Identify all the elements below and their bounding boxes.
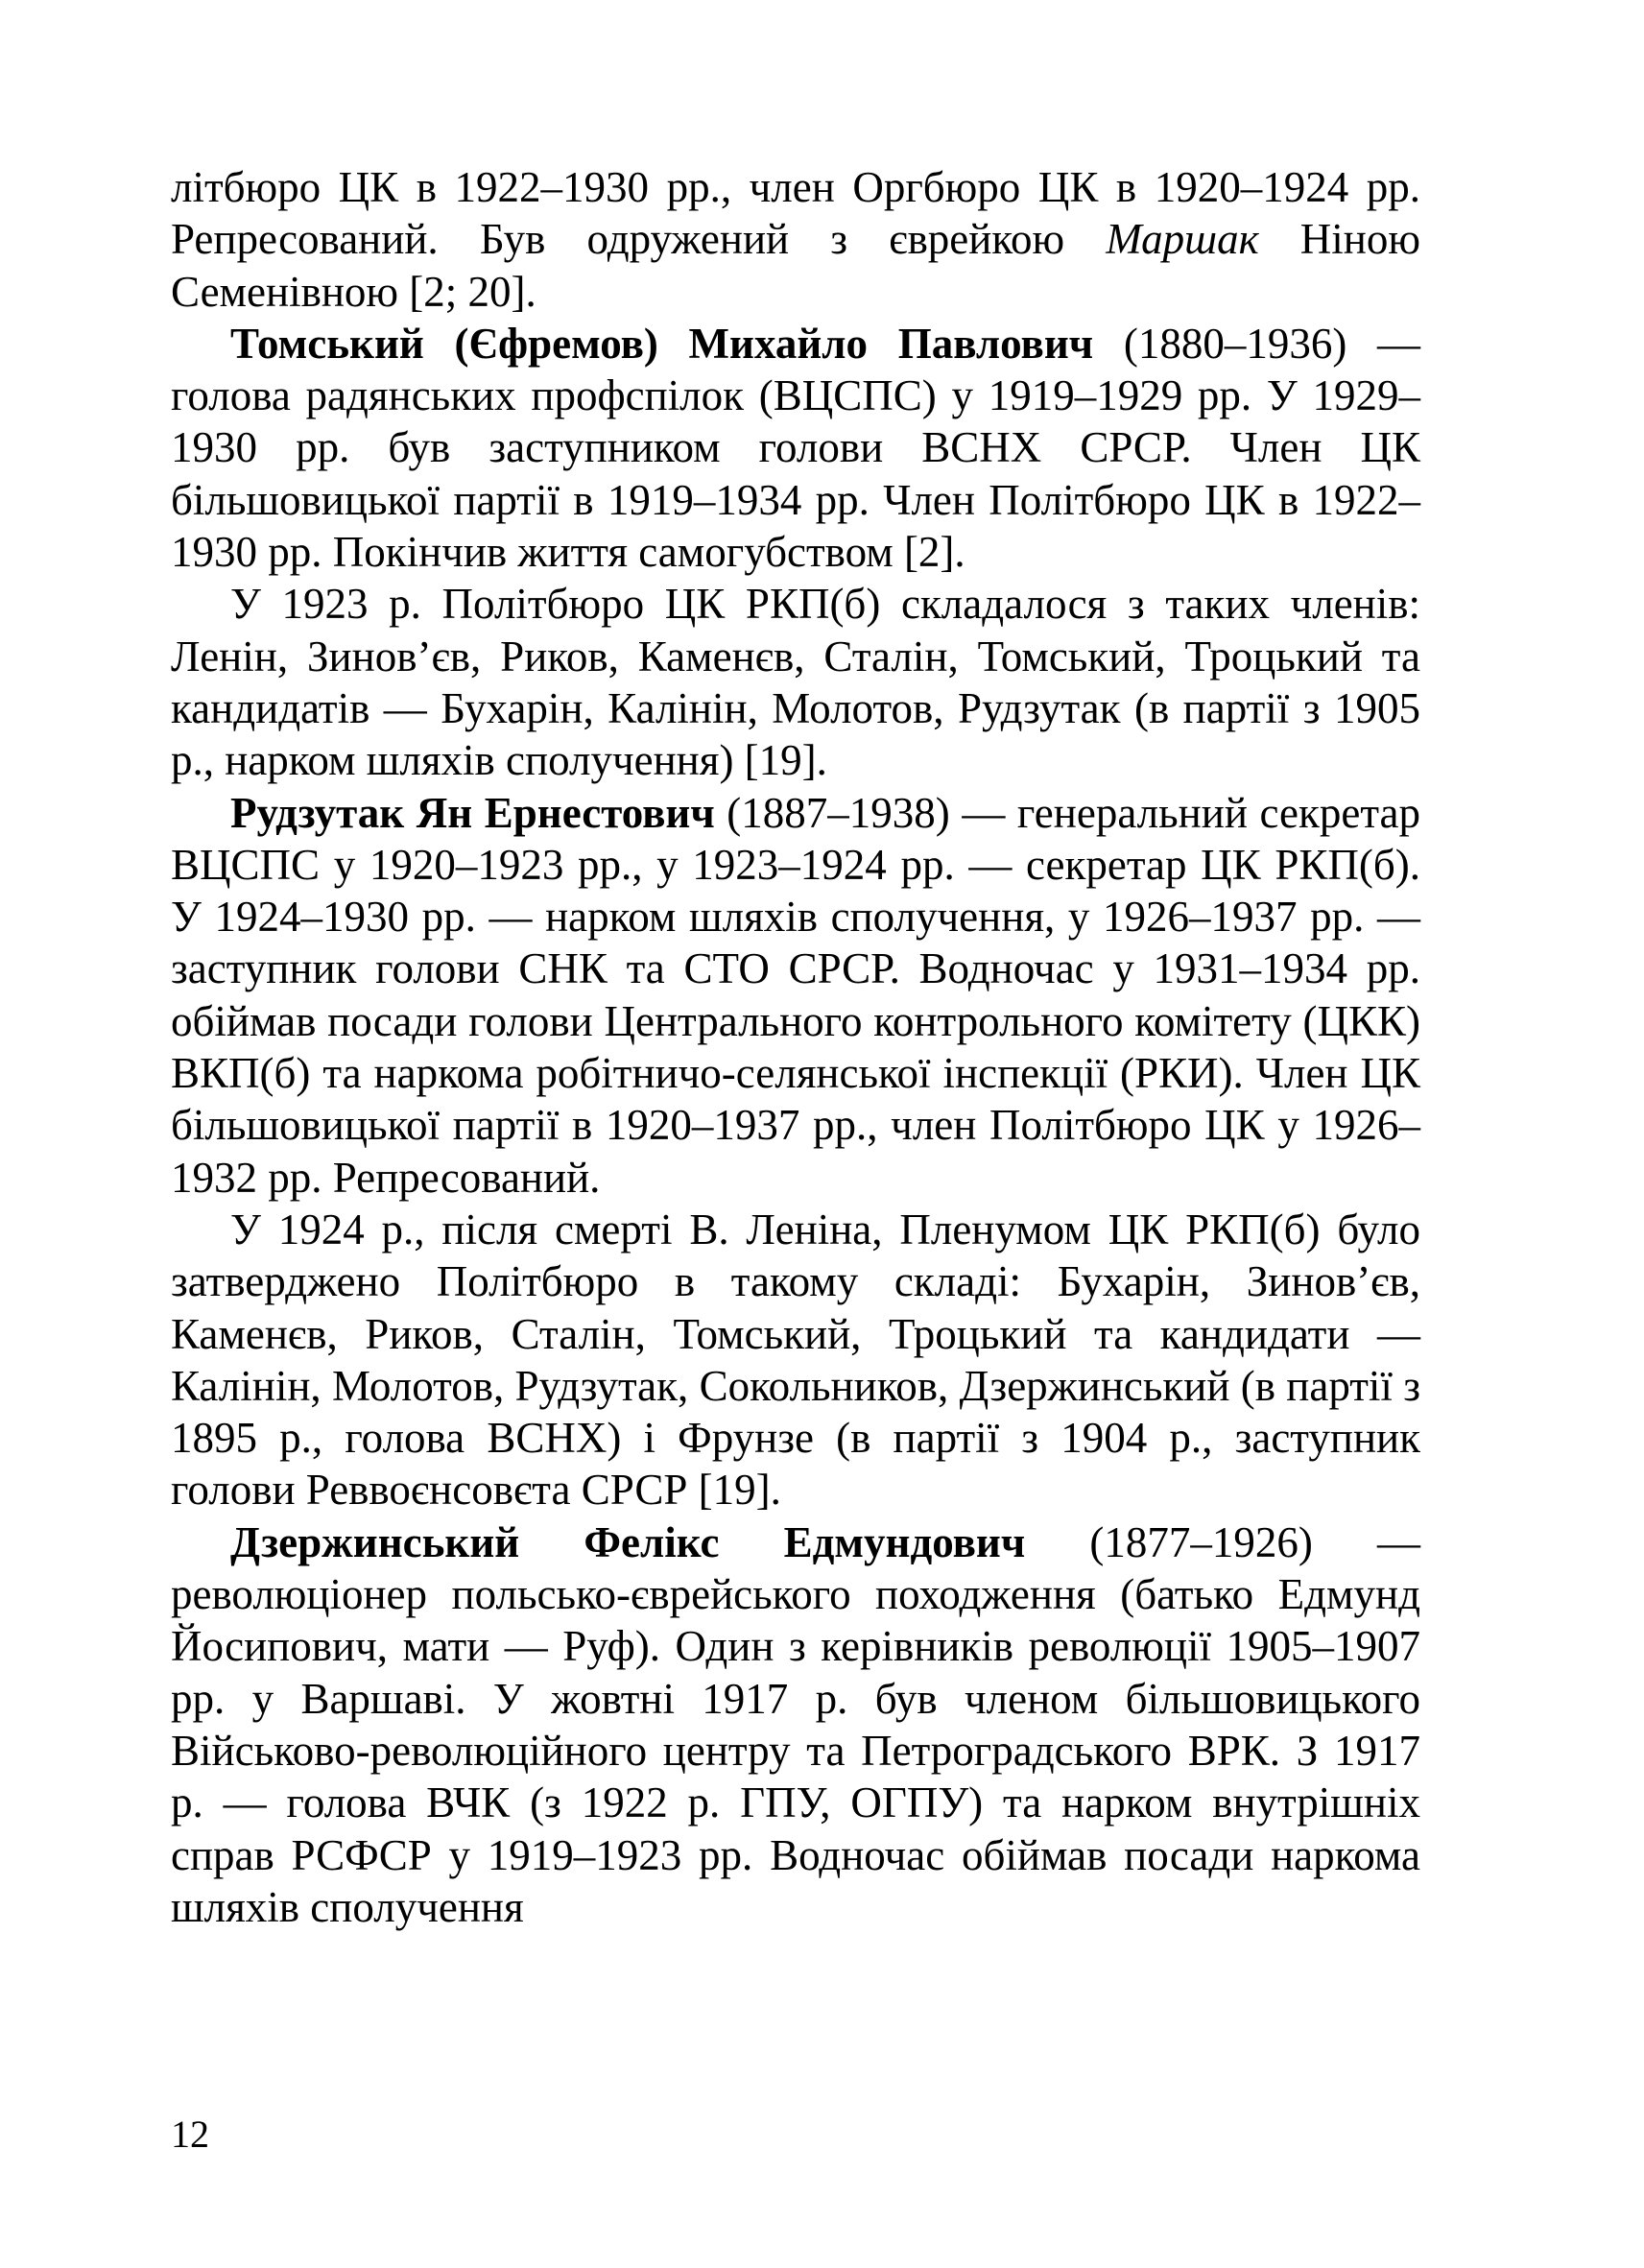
biography-tomsky: [171, 318, 1420, 578]
biography-text: (1887–1938) — генеральний секретар ВЦСПС у 1920–1923 рр., у 1923–1924 рр. — секретар ЦК РКП(б). У 1924–1930 рр. — нарком шляхів сполучення, у 1926–1937 рр. — заступник голови СНК та СТО СРСР. Водночас у 1931–1934 рр. обіймав посади голови Центрального контрольного комітету (ЦКК) ВКП(б) та наркома робітничо-селянської інспекції (РКИ). Член ЦК більшовицької партії в 1920–1937 рр., член Політбюро ЦК у 1926–1932 рр. Репресований.: [171, 788, 1421, 1202]
document-page: [171, 161, 1420, 1933]
paragraph-text: літбюро ЦК в 1922–1930 рр., член Оргбюро ЦК в 1920–1924 рр. Репресований. Був одружений з єврейкою: [171, 163, 1420, 264]
person-name: Томський (Єфремов) Михайло Павлович: [230, 319, 1094, 368]
biography-dzerzhinsky: [171, 1516, 1420, 1933]
italic-surname: Маршак: [1106, 215, 1259, 264]
paragraph-text: У 1924 р., після смерті В. Леніна, Пленумом ЦК РКП(б) було затверджено Політбюро в такому складі: Бухарін, Зинов’єв, Каменєв, Риков, Сталін, Томський, Троцький та кандидати — Калінін, Молотов, Рудзутак, Сокольников, Дзержинський (в партії з 1895 р., голова ВСНХ) і Фрунзе (в партії з 1904 р., заступник голови Реввоєнсовєта СРСР [19].: [171, 1205, 1420, 1515]
biography-text: (1877–1926) — революціонер польсько-єврейського походження (батько Едмунд Йосипович, мати — Руф). Один з керівників революції 1905–1907 рр. у Варшаві. У жовтні 1917 р. був членом більшовицького Військово-революційного центру та Петроградського ВРК. З 1917 р. — голова ВЧК (з 1922 р. ГПУ, ОГПУ) та нарком внутрішніх справ РСФСР у 1919–1923 рр. Водночас обіймав посади наркома шляхів сполучення: [171, 1517, 1420, 1931]
paragraph-text: У 1923 р. Політбюро ЦК РКП(б) складалося з таких членів: Ленін, Зинов’єв, Риков, Каменєв, Сталін, Томський, Троцький та кандидатів — Бухарін, Калінін, Молотов, Рудзутак (в партії з 1905 р., нарком шляхів сполучення) [19].: [171, 580, 1420, 785]
paragraph-politburo-1923: [171, 578, 1420, 786]
paragraph-text: Ніною Семенівною [2; 20].: [171, 215, 1420, 316]
paragraph-politburo-1924: [171, 1204, 1420, 1516]
person-name: Дзержинський Фелікс Едмундович: [230, 1517, 1026, 1566]
paragraph-continuation: [171, 161, 1420, 318]
person-name: Рудзутак Ян Ернестович: [230, 788, 715, 837]
biography-text: (1880–1936) — голова радянських профспілок (ВЦСПС) у 1919–1929 рр. У 1929–1930 рр. був заступником голови ВСНХ СРСР. Член ЦК більшовицької партії в 1919–1934 рр. Член Політбюро ЦК в 1922–1930 рр. Покінчив життя самогубством [2].: [171, 319, 1420, 577]
page-number: 12: [171, 2113, 209, 2156]
biography-rudzutak: [171, 787, 1420, 1204]
